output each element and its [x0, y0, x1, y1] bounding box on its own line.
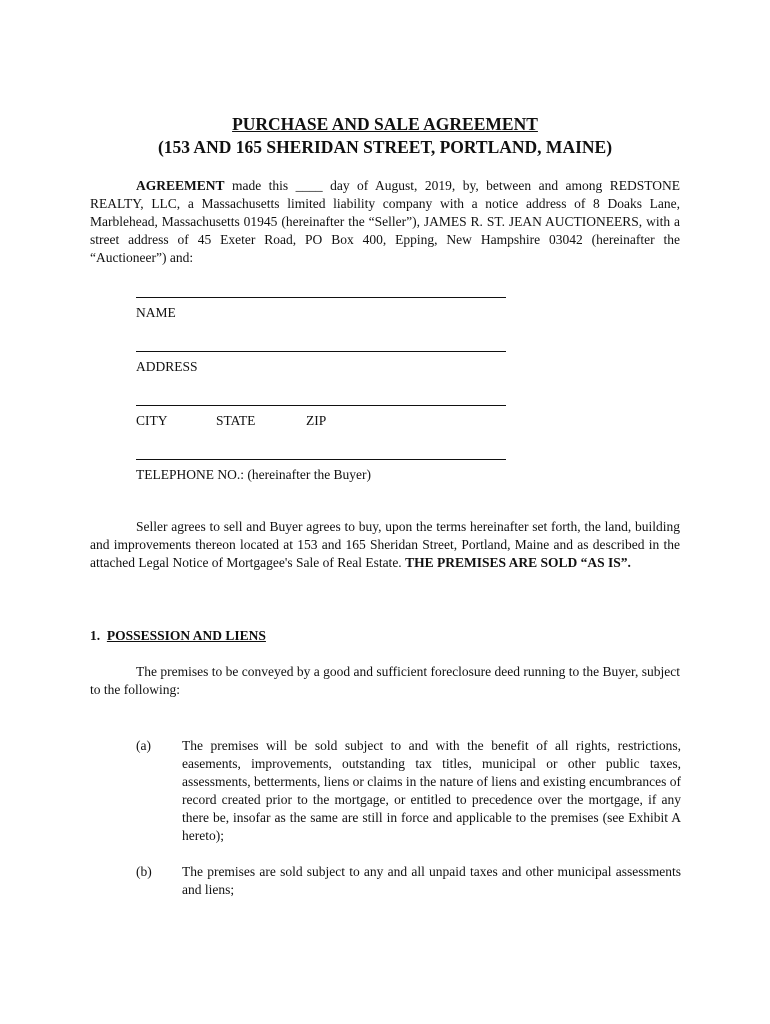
city-state-zip-labels: [136, 412, 506, 430]
name-field[interactable]: [136, 297, 506, 322]
address-line: [136, 351, 506, 352]
document-title: [0, 113, 770, 159]
city-state-zip-line: [136, 405, 506, 406]
agreement-paragraph: [90, 518, 680, 572]
agreement-body: Seller agrees to sell and Buyer agrees to buy, upon the terms hereinafter set forth, the land, building and improvements thereon located at 153 and 165 Sheridan Street, Portland, Maine and as described in the attached Legal Notice of Mortgagee's Sale of Real Estate.: [90, 519, 680, 570]
section-1-heading: [90, 627, 266, 645]
state-label: STATE: [216, 413, 256, 428]
telephone-field[interactable]: [136, 459, 506, 484]
telephone-line: [136, 459, 506, 460]
section-1-title: POSSESSION AND LIENS: [106, 628, 266, 643]
intro-lead: AGREEMENT: [136, 178, 225, 193]
intro-body: made this ____ day of August, 2019, by, between and among REDSTONE REALTY, LLC, a Massachusetts limited liability company with a notice address of 8 Doaks Lane, Marblehead, Massachusetts 01945 (hereinafter the “Seller”), JAMES R. ST. JEAN AUCTIONEERS, with a street address of 45 Exeter Road, PO Box 400, Epping, New Hampshire 03042 (hereinafter the “Auctioneer”) and:: [90, 178, 680, 265]
as-is-statement: THE PREMISES ARE SOLD “AS IS”.: [405, 555, 631, 570]
section-1-intro: The premises to be conveyed by a good and sufficient foreclosure deed running to the Buyer, subject to the following:: [90, 664, 680, 697]
list-item-text: The premises are sold subject to any and all unpaid taxes and other municipal assessments and liens;: [182, 864, 681, 897]
title-line-2: (153 AND 165 SHERIDAN STREET, PORTLAND, MAINE): [157, 137, 613, 157]
name-line: [136, 297, 506, 298]
telephone-label: TELEPHONE NO.: (hereinafter the Buyer): [136, 467, 372, 482]
zip-label: ZIP: [306, 413, 327, 428]
address-field[interactable]: [136, 351, 506, 376]
list-item-text: The premises will be sold subject to and with the benefit of all rights, restrictions, easements, improvements, outstanding tax titles, municipal or other public taxes, assessments, betterments, liens or claims in the nature of liens and existing encumbrances of record created prior to the mortgage, or entitled to precedence over the mortgage, if any there be, insofar as the same are still in force and applicable to the premises (see Exhibit A hereto);: [182, 738, 681, 843]
address-label: ADDRESS: [136, 359, 198, 374]
section-1-number: 1.: [90, 628, 101, 643]
name-label: NAME: [136, 305, 176, 320]
list-item-marker: (a): [136, 738, 151, 753]
title-line-1: PURCHASE AND SALE AGREEMENT: [232, 114, 538, 134]
intro-paragraph: [90, 177, 680, 267]
city-state-zip-field[interactable]: [136, 405, 506, 430]
city-label: CITY: [136, 413, 168, 428]
list-item-marker: (b): [136, 864, 152, 879]
